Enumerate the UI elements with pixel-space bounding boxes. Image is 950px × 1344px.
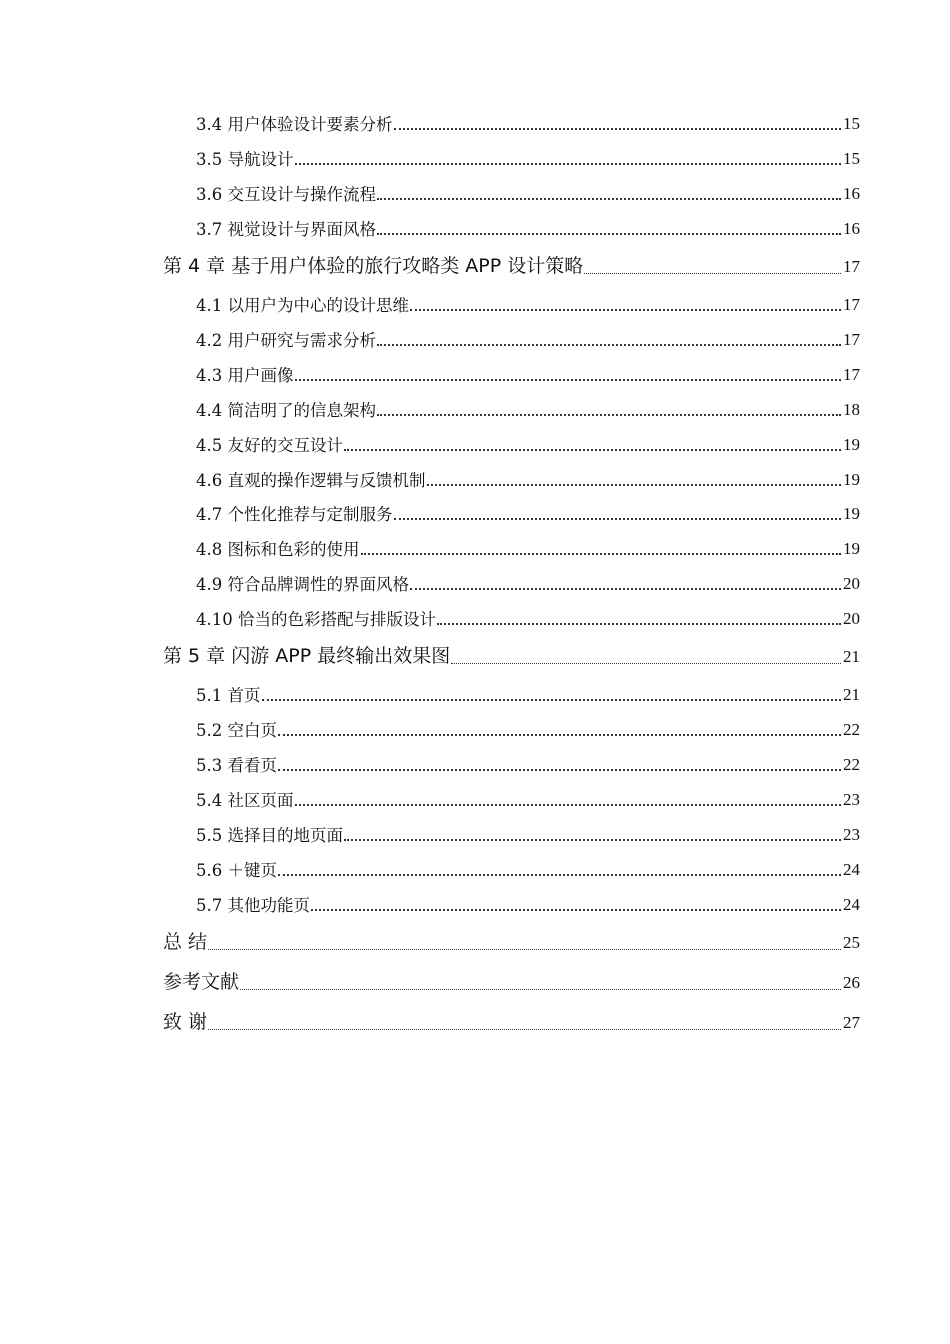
toc-entry-title: 5.3 看看页 (196, 755, 277, 775)
toc-leader-dots (240, 989, 841, 990)
toc-entry-page: 22 (843, 720, 860, 739)
toc-entry-title: 4.7 个性化推荐与定制服务 (196, 504, 393, 524)
toc-entry[interactable] (196, 790, 860, 810)
toc-entry-page: 19 (843, 539, 860, 558)
toc-entry[interactable] (196, 825, 860, 845)
toc-entry-title: 5.6 ＋键页 (196, 860, 277, 880)
toc-leader-dots (262, 699, 842, 701)
toc-entry[interactable] (196, 755, 860, 775)
toc-entry[interactable] (196, 720, 860, 740)
toc-entry-title: 3.5 导航设计 (196, 149, 294, 169)
toc-entry-title: 4.6 直观的操作逻辑与反馈机制 (196, 470, 426, 490)
toc-leader-dots (410, 588, 841, 590)
toc-leader-dots (344, 449, 841, 451)
toc-chapter-page: 26 (843, 973, 860, 993)
toc-entry-title: 5.2 空白页 (196, 720, 277, 740)
toc-entry[interactable] (196, 504, 860, 524)
toc-leader-dots (584, 273, 841, 274)
toc-chapter-title: 参考文献 (163, 971, 240, 993)
toc-leader-dots (437, 623, 841, 625)
toc-entry-page: 22 (843, 755, 860, 774)
toc-entry[interactable] (196, 149, 860, 169)
toc-leader-dots (295, 804, 842, 806)
toc-entry-page: 19 (843, 504, 860, 523)
toc-entry[interactable] (196, 685, 860, 705)
toc-entry-page: 16 (843, 219, 860, 238)
toc-leader-dots (377, 344, 841, 346)
toc-chapter-title: 总 结 (163, 931, 208, 953)
toc-entry-page: 24 (843, 895, 860, 914)
toc-entry-page: 23 (843, 825, 860, 844)
toc-entry-title: 3.4 用户体验设计要素分析 (196, 114, 393, 134)
toc-entry[interactable] (196, 365, 860, 385)
toc-leader-dots (394, 518, 842, 520)
toc-leader-dots (410, 309, 841, 311)
toc-leader-dots (377, 414, 841, 416)
toc-entry[interactable] (196, 400, 860, 420)
toc-entry-page: 16 (843, 184, 860, 203)
toc-entry[interactable] (196, 470, 860, 490)
toc-entry[interactable] (196, 219, 860, 239)
toc-entry-title: 4.5 友好的交互设计 (196, 435, 343, 455)
toc-entry-page: 21 (843, 685, 860, 704)
toc-entry[interactable] (196, 895, 860, 915)
toc-chapter-title: 第 4 章 基于用户体验的旅行攻略类 APP 设计策略 (163, 255, 584, 277)
toc-chapter[interactable] (163, 971, 860, 994)
toc-entry-title: 4.1 以用户为中心的设计思维 (196, 295, 409, 315)
toc-entry-title: 4.9 符合品牌调性的界面风格 (196, 574, 409, 594)
toc-entry[interactable] (196, 435, 860, 455)
toc-entry-page: 19 (843, 470, 860, 489)
toc-entry-page: 17 (843, 330, 860, 349)
toc-entry[interactable] (196, 574, 860, 594)
toc-entry-title: 4.4 简洁明了的信息架构 (196, 400, 376, 420)
toc-chapter-page: 27 (843, 1013, 860, 1033)
toc-chapter[interactable] (163, 931, 860, 954)
toc-leader-dots (208, 949, 841, 950)
toc-entry[interactable] (196, 860, 860, 880)
toc-entry-title: 5.7 其他功能页 (196, 895, 310, 915)
toc-entry-title: 4.10 恰当的色彩搭配与排版设计 (196, 609, 436, 629)
toc-leader-dots (278, 874, 841, 876)
toc-leader-dots (278, 769, 841, 771)
toc-entry[interactable] (196, 330, 860, 350)
toc-entry-title: 5.4 社区页面 (196, 790, 294, 810)
toc-entry-title: 5.5 选择目的地页面 (196, 825, 343, 845)
toc-chapter[interactable] (163, 255, 860, 278)
toc-leader-dots (377, 198, 841, 200)
toc-leader-dots (295, 379, 842, 381)
toc-leader-dots (451, 663, 841, 664)
toc-entry-page: 24 (843, 860, 860, 879)
toc-entry[interactable] (196, 539, 860, 559)
toc-entry[interactable] (196, 114, 860, 134)
toc-entry-page: 19 (843, 435, 860, 454)
toc-leader-dots (394, 128, 842, 130)
toc-entry-page: 15 (843, 149, 860, 168)
toc-leader-dots (278, 734, 841, 736)
toc-entry-title: 4.8 图标和色彩的使用 (196, 539, 360, 559)
toc-entry-page: 17 (843, 365, 860, 384)
toc-chapter[interactable] (163, 1011, 860, 1034)
toc-entry-page: 18 (843, 400, 860, 419)
toc-entry[interactable] (196, 295, 860, 315)
toc-leader-dots (311, 909, 841, 911)
toc-entry-title: 5.1 首页 (196, 685, 261, 705)
toc-entry[interactable] (196, 609, 860, 629)
toc-entry[interactable] (196, 184, 860, 204)
toc-chapter-title: 致 谢 (163, 1011, 208, 1033)
toc-leader-dots (208, 1029, 841, 1030)
toc-leader-dots (344, 839, 841, 841)
toc-entry-title: 3.6 交互设计与操作流程 (196, 184, 376, 204)
toc-entry-page: 23 (843, 790, 860, 809)
toc-leader-dots (295, 163, 842, 165)
toc-entry-title: 4.3 用户画像 (196, 365, 294, 385)
toc-chapter-page: 17 (843, 257, 860, 277)
toc-entry-page: 15 (843, 114, 860, 133)
toc-entry-title: 4.2 用户研究与需求分析 (196, 330, 376, 350)
toc-entry-page: 20 (843, 609, 860, 628)
toc-entry-page: 17 (843, 295, 860, 314)
toc-leader-dots (361, 553, 842, 555)
toc-leader-dots (427, 484, 842, 486)
toc-chapter-page: 21 (843, 647, 860, 667)
toc-chapter-title: 第 5 章 闪游 APP 最终输出效果图 (163, 645, 451, 667)
toc-entry-title: 3.7 视觉设计与界面风格 (196, 219, 376, 239)
toc-chapter-page: 25 (843, 933, 860, 953)
toc-chapter[interactable] (163, 645, 860, 668)
toc-entry-page: 20 (843, 574, 860, 593)
toc-leader-dots (377, 233, 841, 235)
